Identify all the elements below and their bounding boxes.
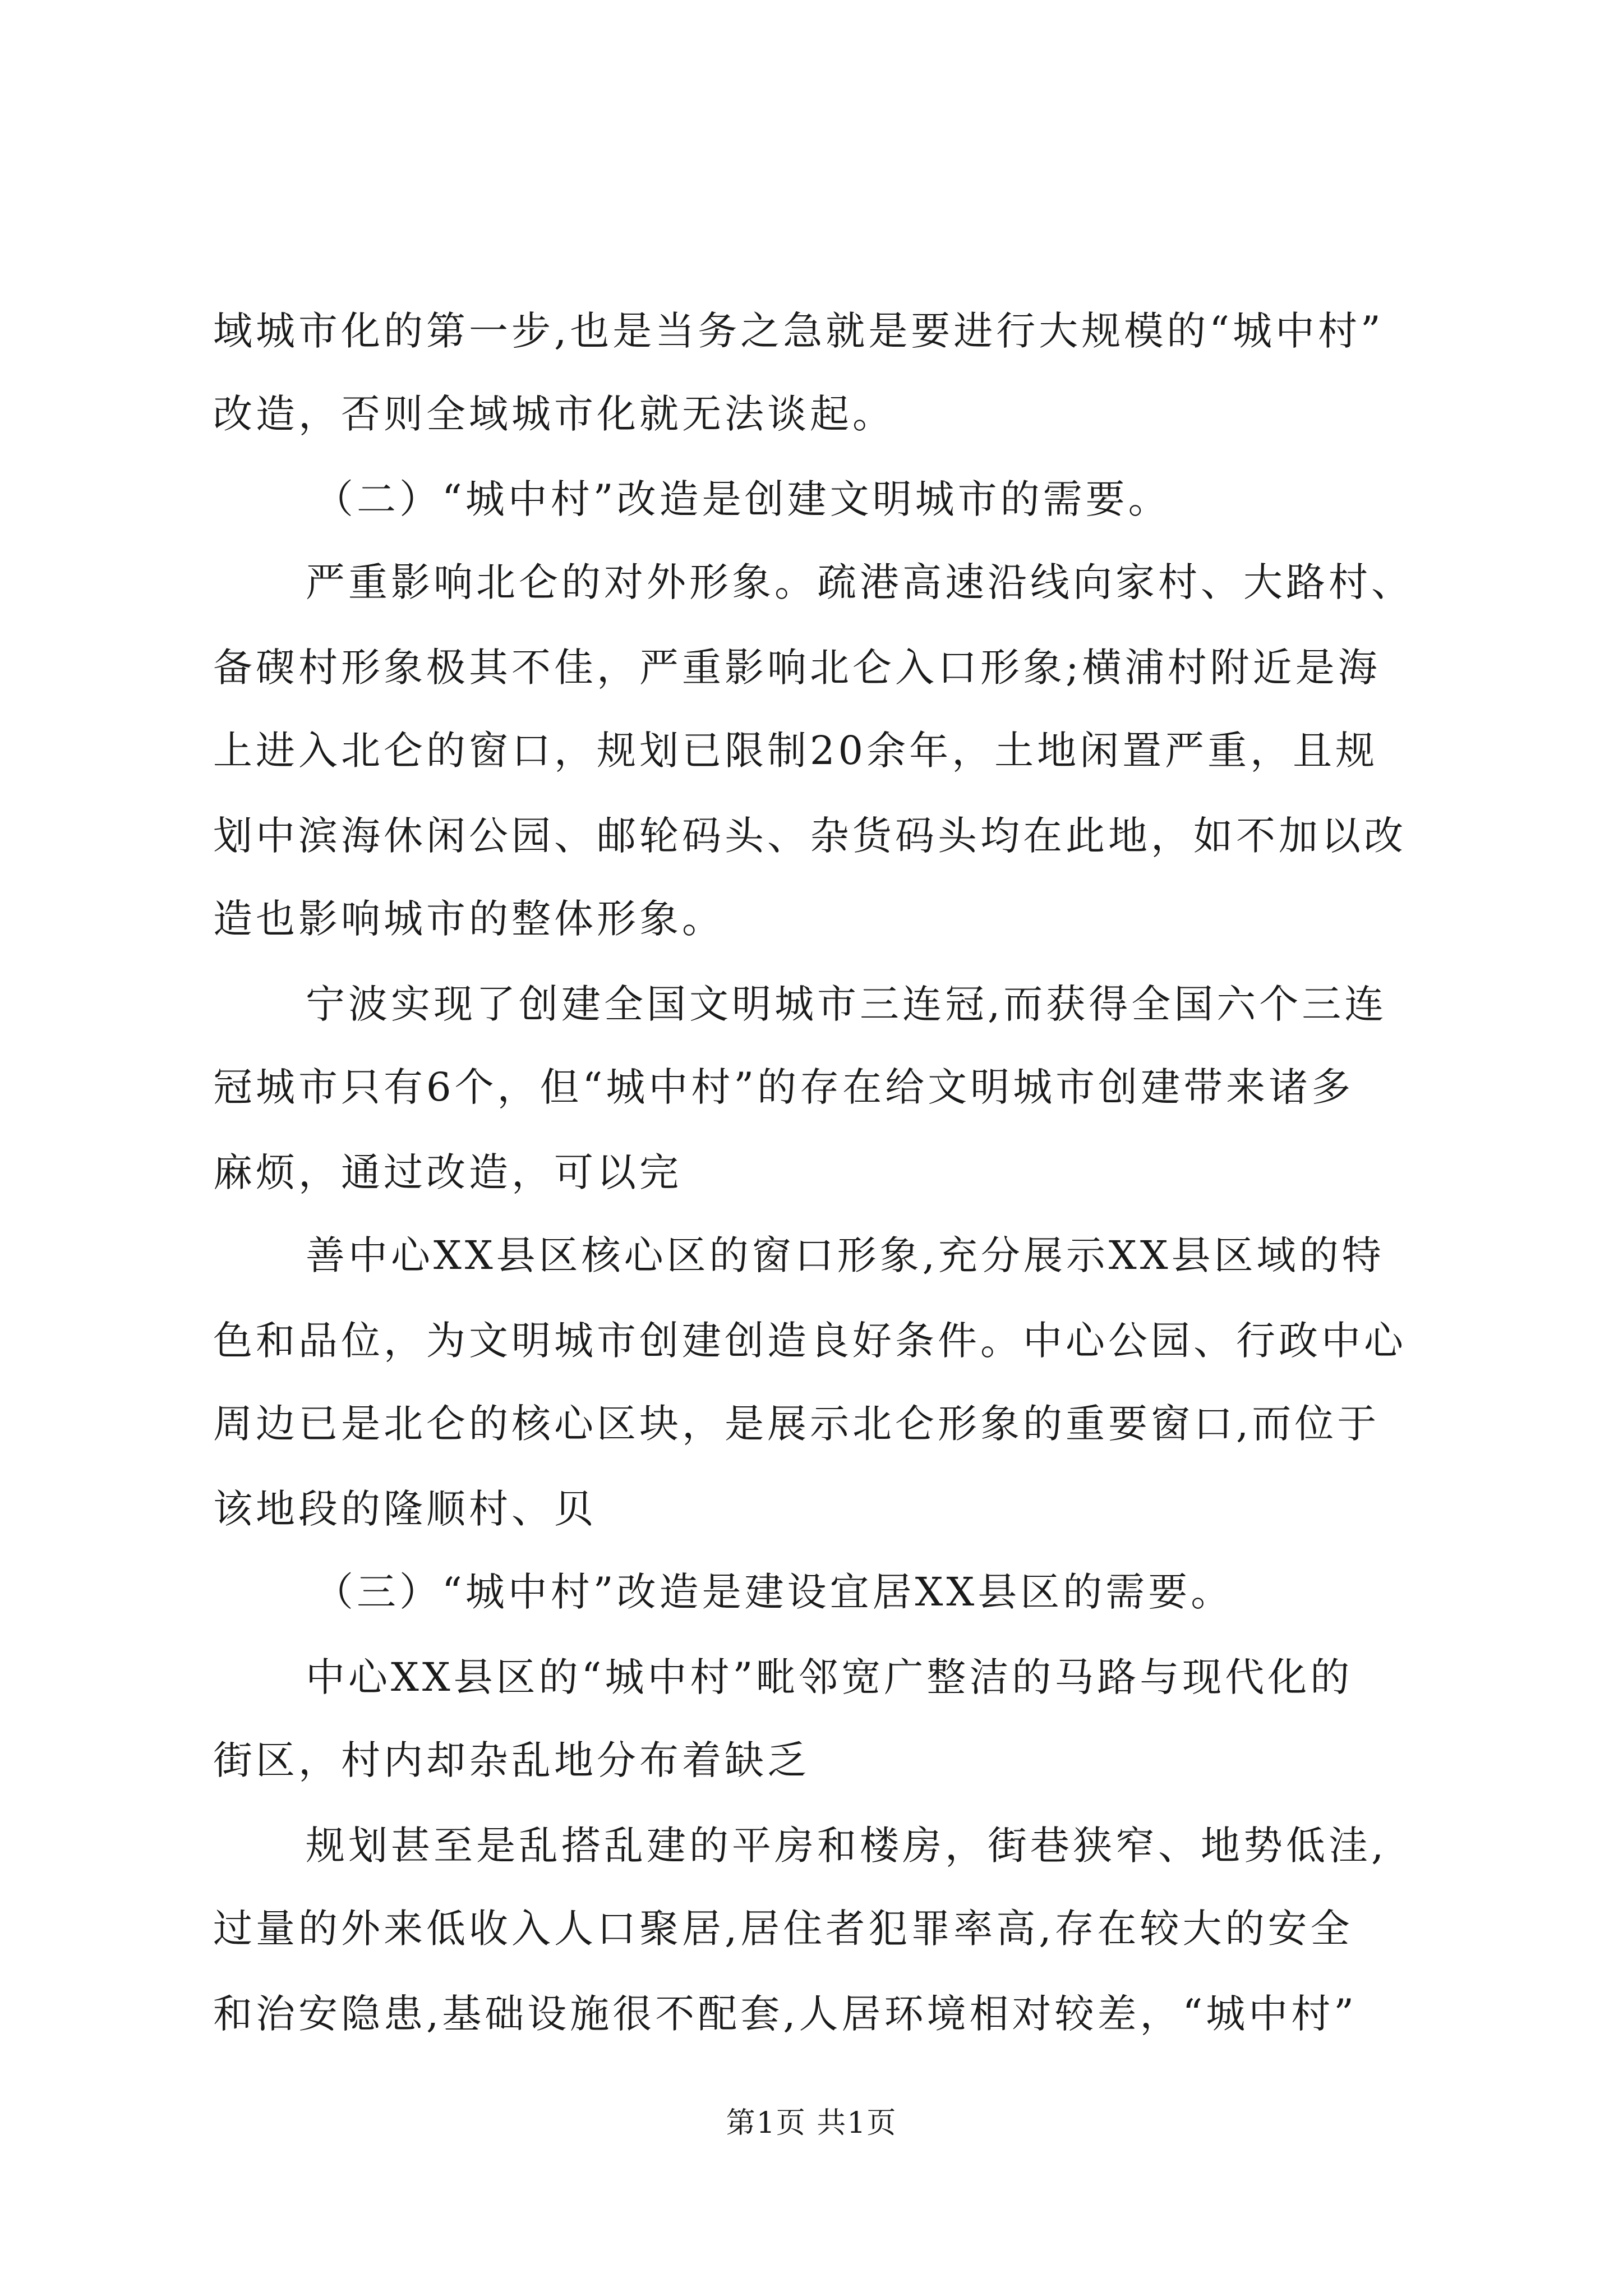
text-line-13: 色和品位，为文明城市创建创造良好条件。中心公园、行政中心 — [213, 1318, 1407, 1364]
text-line-5: 备碶村形象极其不佳，严重影响北仑入口形象;横浦村附近是海 — [213, 645, 1381, 691]
section-heading-2: （二）“城中村”改造是创建文明城市的需要。 — [314, 476, 1171, 522]
text-line-8: 造也影响城市的整体形象。 — [213, 896, 725, 942]
text-line-2: 改造，否则全域城市化就无法谈起。 — [213, 391, 895, 437]
text-line-7: 划中滨海休闲公园、邮轮码头、杂货码头均在此地，如不加以改 — [213, 813, 1407, 859]
text-line-17: 中心XX县区的“城中村”毗邻宽广整洁的马路与现代化的 — [306, 1654, 1353, 1700]
text-line-12: 善中心XX县区核心区的窗口形象,充分展示XX县区域的特 — [306, 1232, 1385, 1278]
text-line-11: 麻烦，通过改造，可以完 — [213, 1149, 682, 1195]
text-line-15: 该地段的隆顺村、贝 — [213, 1486, 597, 1532]
text-line-14: 周边已是北仑的核心区块，是展示北仑形象的重要窗口,而位于 — [213, 1401, 1380, 1447]
text-line-19: 规划甚至是乱搭乱建的平房和楼房，街巷狭窄、地势低洼, — [306, 1823, 1387, 1869]
text-line-4: 严重影响北仑的对外形象。疏港高速沿线向家村、大路村、 — [306, 559, 1414, 605]
text-line-21: 和治安隐患,基础设施很不配套,人居环境相对较差，“城中村” — [213, 1991, 1358, 2037]
text-line-18: 街区，村内却杂乱地分布着缺乏 — [213, 1737, 810, 1783]
section-heading-3: （三）“城中村”改造是建设宜居XX县区的需要。 — [314, 1569, 1234, 1615]
text-line-9: 宁波实现了创建全国文明城市三连冠,而获得全国六个三连 — [306, 981, 1387, 1027]
text-line-1: 域城市化的第一步,也是当务之急就是要进行大规模的“城中村” — [213, 308, 1384, 354]
page-footer: 第1页 共1页 — [726, 2106, 897, 2140]
text-line-6: 上进入北仑的窗口，规划已限制20余年，土地闲置严重，且规 — [213, 728, 1378, 774]
text-line-20: 过量的外来低收入人口聚居,居住者犯罪率高,存在较大的安全 — [213, 1906, 1353, 1952]
text-line-10: 冠城市只有6个，但“城中村”的存在给文明城市创建带来诸多 — [213, 1064, 1354, 1110]
